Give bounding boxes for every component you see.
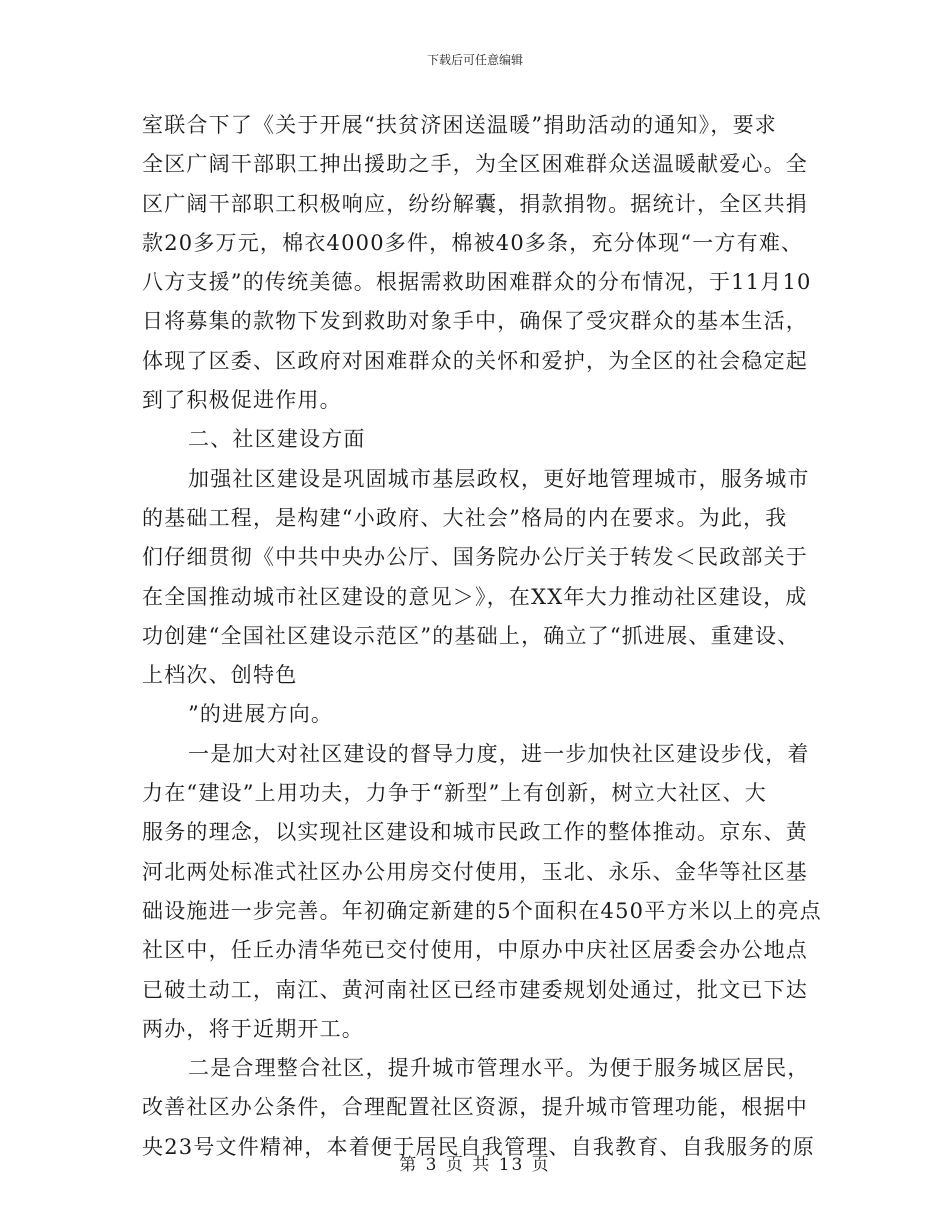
text-line: 一是加大对社区建设的督导力度，进一步加快社区建设步伐，着 bbox=[188, 741, 810, 766]
text-line: 室联合下了《关于开展“扶贫济困送温暖”捐助活动的通知》，要求 bbox=[142, 113, 777, 137]
text-line: 区广阔干部职工积极响应，纷纷解囊，捐款捐物。据统计，全区共捐 bbox=[142, 191, 808, 216]
text-line: 力在“建设”上用功夫，力争于“新型”上有创新，树立大社区、大 bbox=[142, 781, 767, 806]
text-line: 改善社区办公条件，合理配置社区资源，提升城市管理功能，根据中 bbox=[142, 1095, 808, 1120]
text-line: 已破土动工，南江、黄河南社区已经市建委规划处通过，批文已下达 bbox=[142, 977, 808, 1002]
text-line: 款20多万元，棉衣4000多件，棉被40多条，充分体现“一方有难、 bbox=[142, 230, 804, 255]
text-line: 的基础工程，是构建“小政府、大社会”格局的内在要求。为此，我 bbox=[142, 505, 788, 530]
text-line: 日将募集的款物下发到救助对象手中，确保了受灾群众的基本生活， bbox=[142, 309, 808, 334]
text-line: 上档次、创特色 bbox=[142, 663, 298, 688]
page-header-note: 下载后可任意编辑 bbox=[426, 53, 523, 67]
text-line: 加强社区建设是巩固城市基层政权，更好地管理城市，服务城市 bbox=[188, 466, 810, 491]
section-heading: 二、社区建设方面 bbox=[188, 427, 366, 452]
text-line: 两办，将于近期开工。 bbox=[142, 1016, 364, 1041]
text-line: 央23号文件精神，本着便于居民自我管理、自我教育、自我服务的原 bbox=[142, 1134, 815, 1159]
text-line: 河北两处标准式社区办公用房交付使用，玉北、永乐、金华等社区基 bbox=[142, 859, 808, 884]
text-line: 在全国推动城市社区建设的意见＞》，在XX年大力推动社区建设，成 bbox=[142, 584, 808, 609]
text-line: 到了积极促进作用。 bbox=[142, 388, 342, 413]
text-line: 功创建“全国社区建设示范区”的基础上，确立了“抓进展、重建设、 bbox=[142, 623, 800, 648]
text-line: 们仔细贯彻《中共中央办公厅、国务院办公厅关于转发＜民政部关于 bbox=[142, 545, 808, 570]
text-line: 体现了区委、区政府对困难群众的关怀和爱护，为全区的社会稳定起 bbox=[142, 348, 808, 373]
text-line: 服务的理念，以实现社区建设和城市民政工作的整体推动。京东、黄 bbox=[142, 820, 808, 845]
text-line: 社区中，任丘办清华苑已交付使用，中原办中庆社区居委会办公地点 bbox=[142, 938, 808, 963]
text-line: 础设施进一步完善。年初确定新建的5个面积在450平方米以上的亮点 bbox=[142, 898, 822, 923]
text-line: 二是合理整合社区，提升城市管理水平。为便于服务城区居民， bbox=[188, 1056, 810, 1081]
text-line: 八方支援”的传统美德。根据需救助困难群众的分布情况，于11月10 bbox=[142, 270, 812, 295]
text-line: 全区广阔干部职工抻出援助之手，为全区困难群众送温暖献爱心。全 bbox=[142, 152, 808, 177]
page-number: 第 3 页 共 13 页 bbox=[399, 1155, 551, 1175]
document-body bbox=[142, 106, 822, 1167]
text-line: ”的进展方向。 bbox=[188, 702, 334, 727]
